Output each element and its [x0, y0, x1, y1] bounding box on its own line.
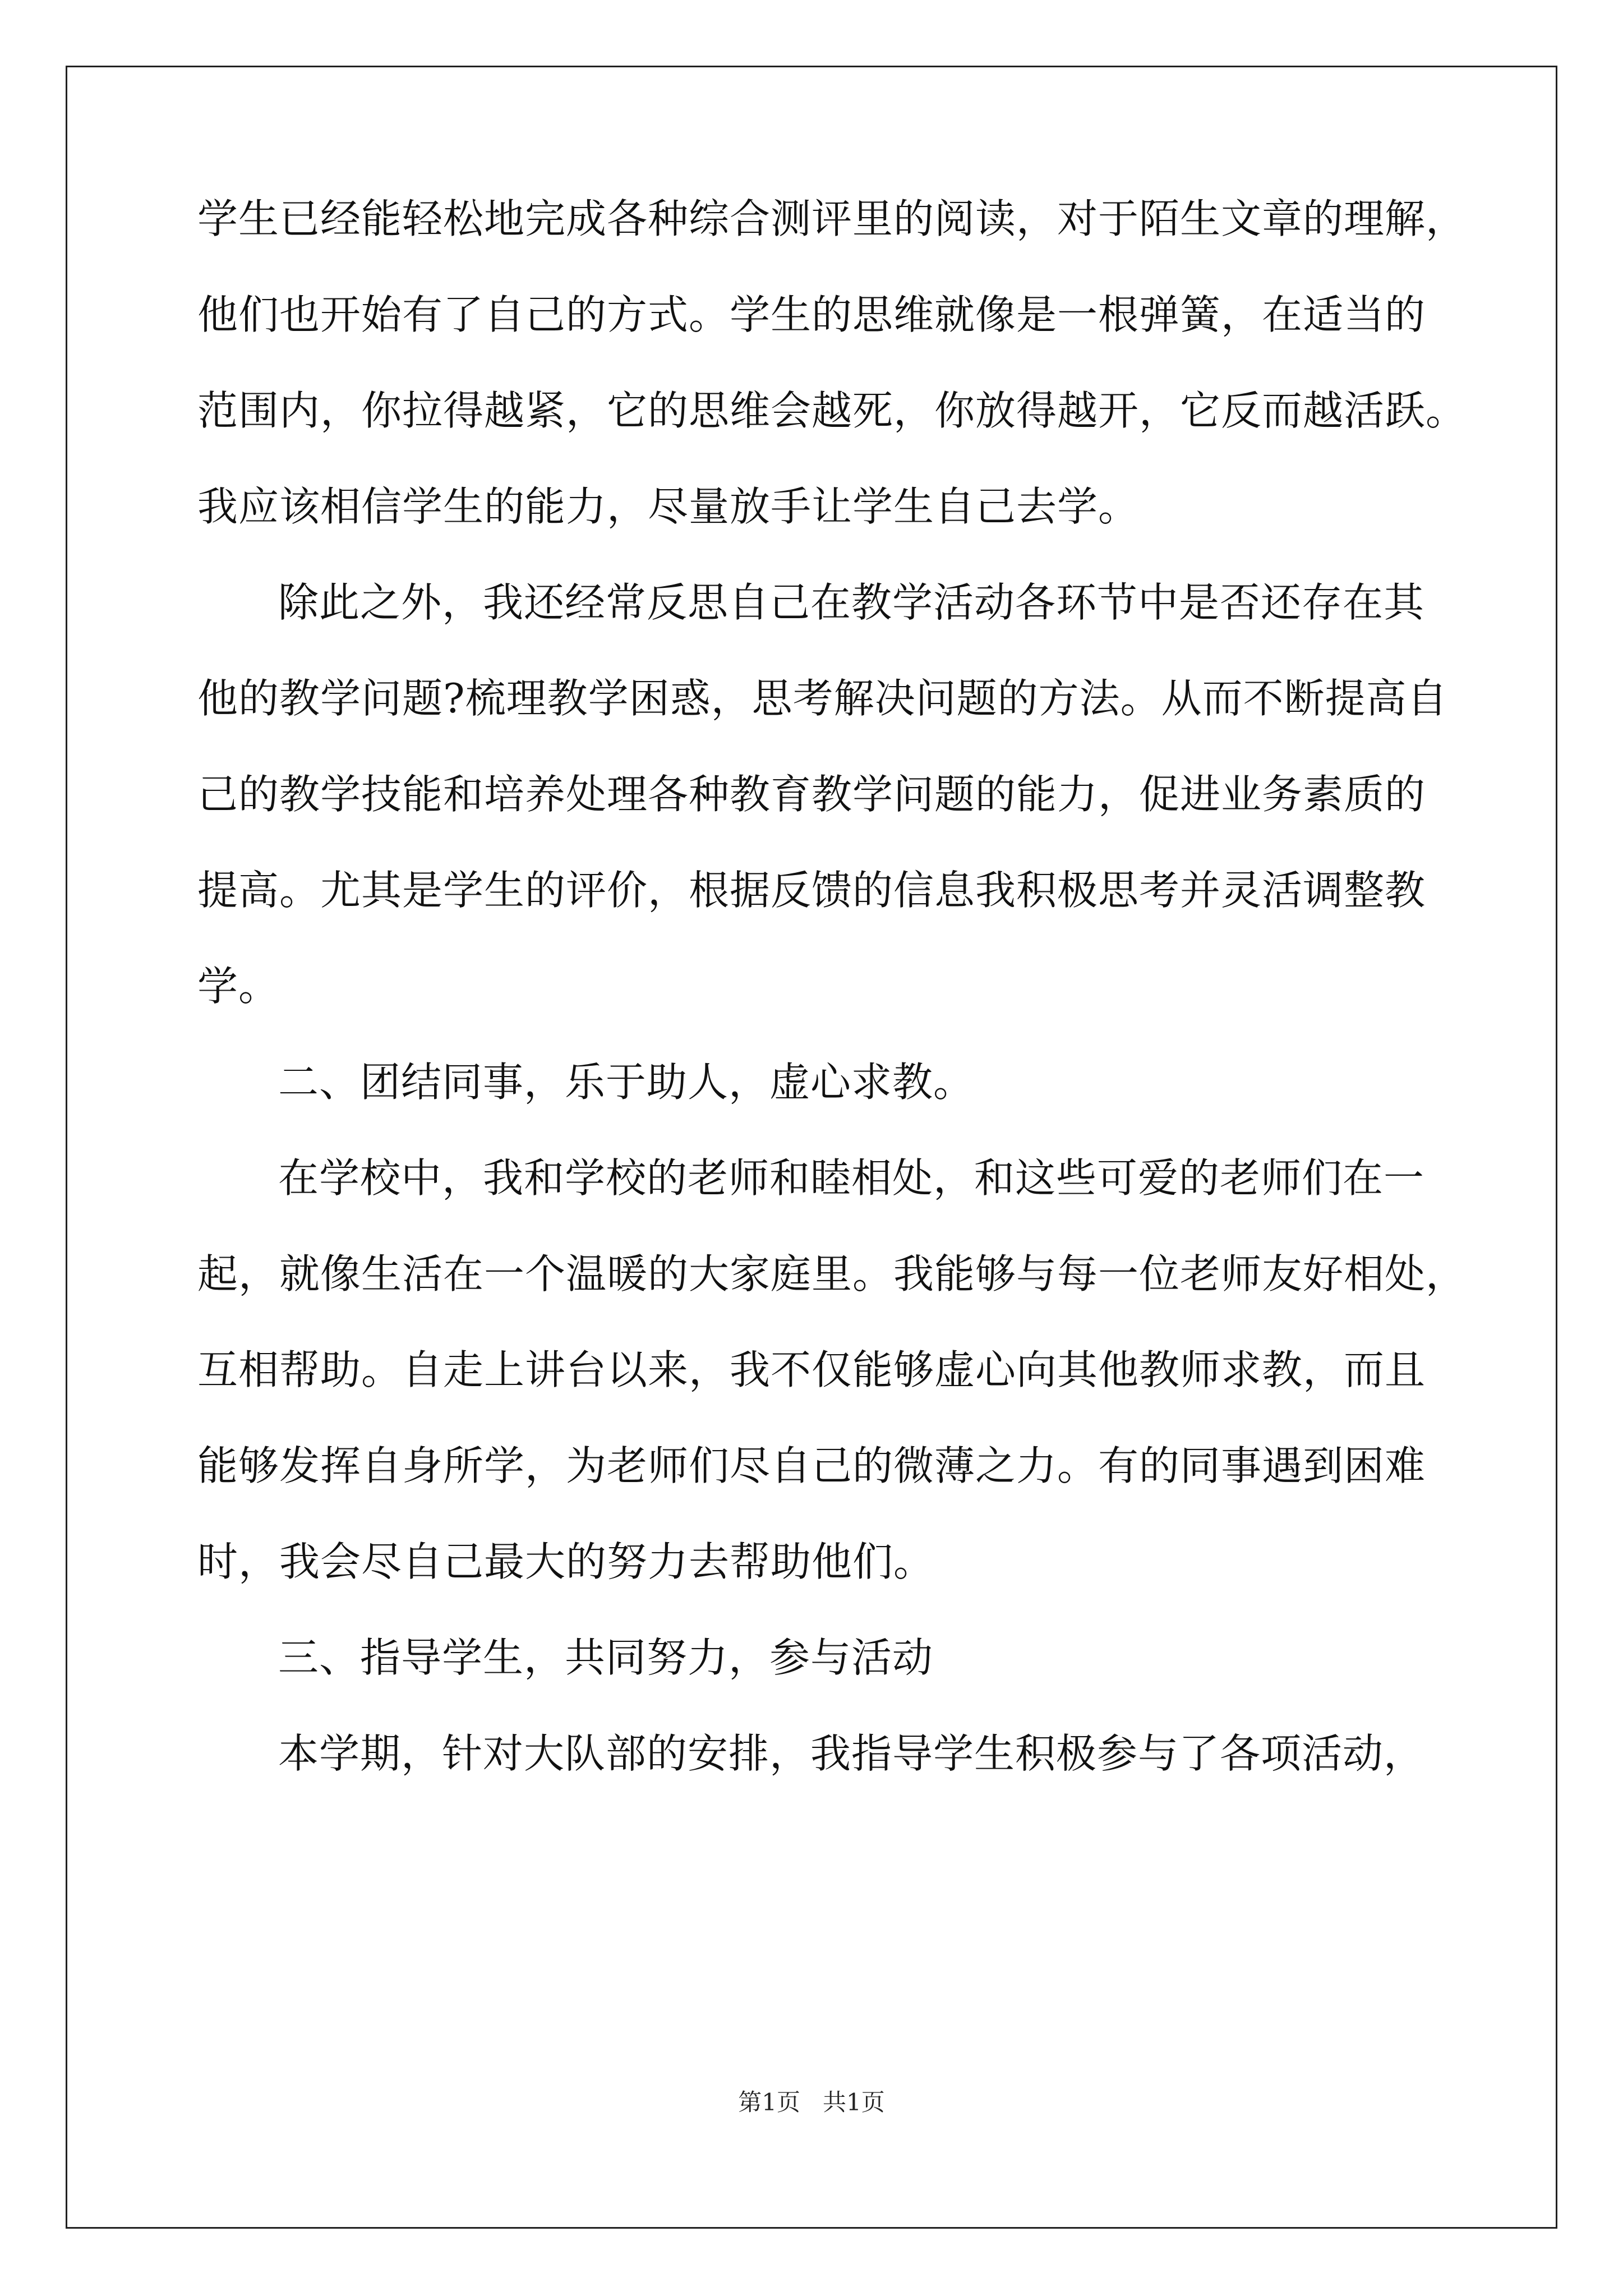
text-line-6: 他的教学问题?梳理教学困惑，思考解决问题的方法。从而不断提高自 [197, 675, 1448, 722]
section-heading-2: 二、团结同事，乐于助人，虚心求教。 [278, 1059, 975, 1106]
text-line-4: 我应该相信学生的能力，尽量放手让学生自己去学。 [197, 483, 1140, 530]
text-line-17: 本学期，针对大队部的安排，我指导学生积极参与了各项活动， [278, 1730, 1425, 1777]
text-line-15: 时，我会尽自己最大的努力去帮助他们。 [197, 1538, 935, 1585]
text-line-9: 学。 [197, 963, 280, 1010]
text-line-1: 学生已经能轻松地完成各种综合测评里的阅读，对于陌生文章的理解， [197, 195, 1467, 242]
text-line-11: 在学校中，我和学校的老师和睦相处，和这些可爱的老师们在一 [278, 1154, 1425, 1202]
text-line-13: 互相帮助。自走上讲台以来，我不仅能够虚心向其他教师求教，而且 [197, 1346, 1426, 1393]
document-body [197, 191, 1467, 1821]
section-heading-3: 三、指导学生，共同努力，参与活动 [278, 1634, 934, 1681]
text-line-8: 提高。尤其是学生的评价，根据反馈的信息我积极思考并灵活调整教 [197, 867, 1426, 914]
text-line-3: 范围内，你拉得越紧，它的思维会越死，你放得越开，它反而越活跃。 [197, 387, 1467, 434]
text-line-2: 他们也开始有了自己的方式。学生的思维就像是一根弹簧，在适当的 [197, 291, 1426, 338]
text-line-12: 起，就像生活在一个温暖的大家庭里。我能够与每一位老师友好相处， [197, 1250, 1467, 1297]
text-line-5: 除此之外，我还经常反思自己在教学活动各环节中是否还存在其 [278, 579, 1425, 626]
page-number-footer: 第1页 共1页 [738, 2088, 885, 2116]
text-line-14: 能够发挥自身所学，为老师们尽自己的微薄之力。有的同事遇到困难 [197, 1442, 1426, 1489]
text-line-7: 己的教学技能和培养处理各种教育教学问题的能力，促进业务素质的 [197, 771, 1426, 818]
